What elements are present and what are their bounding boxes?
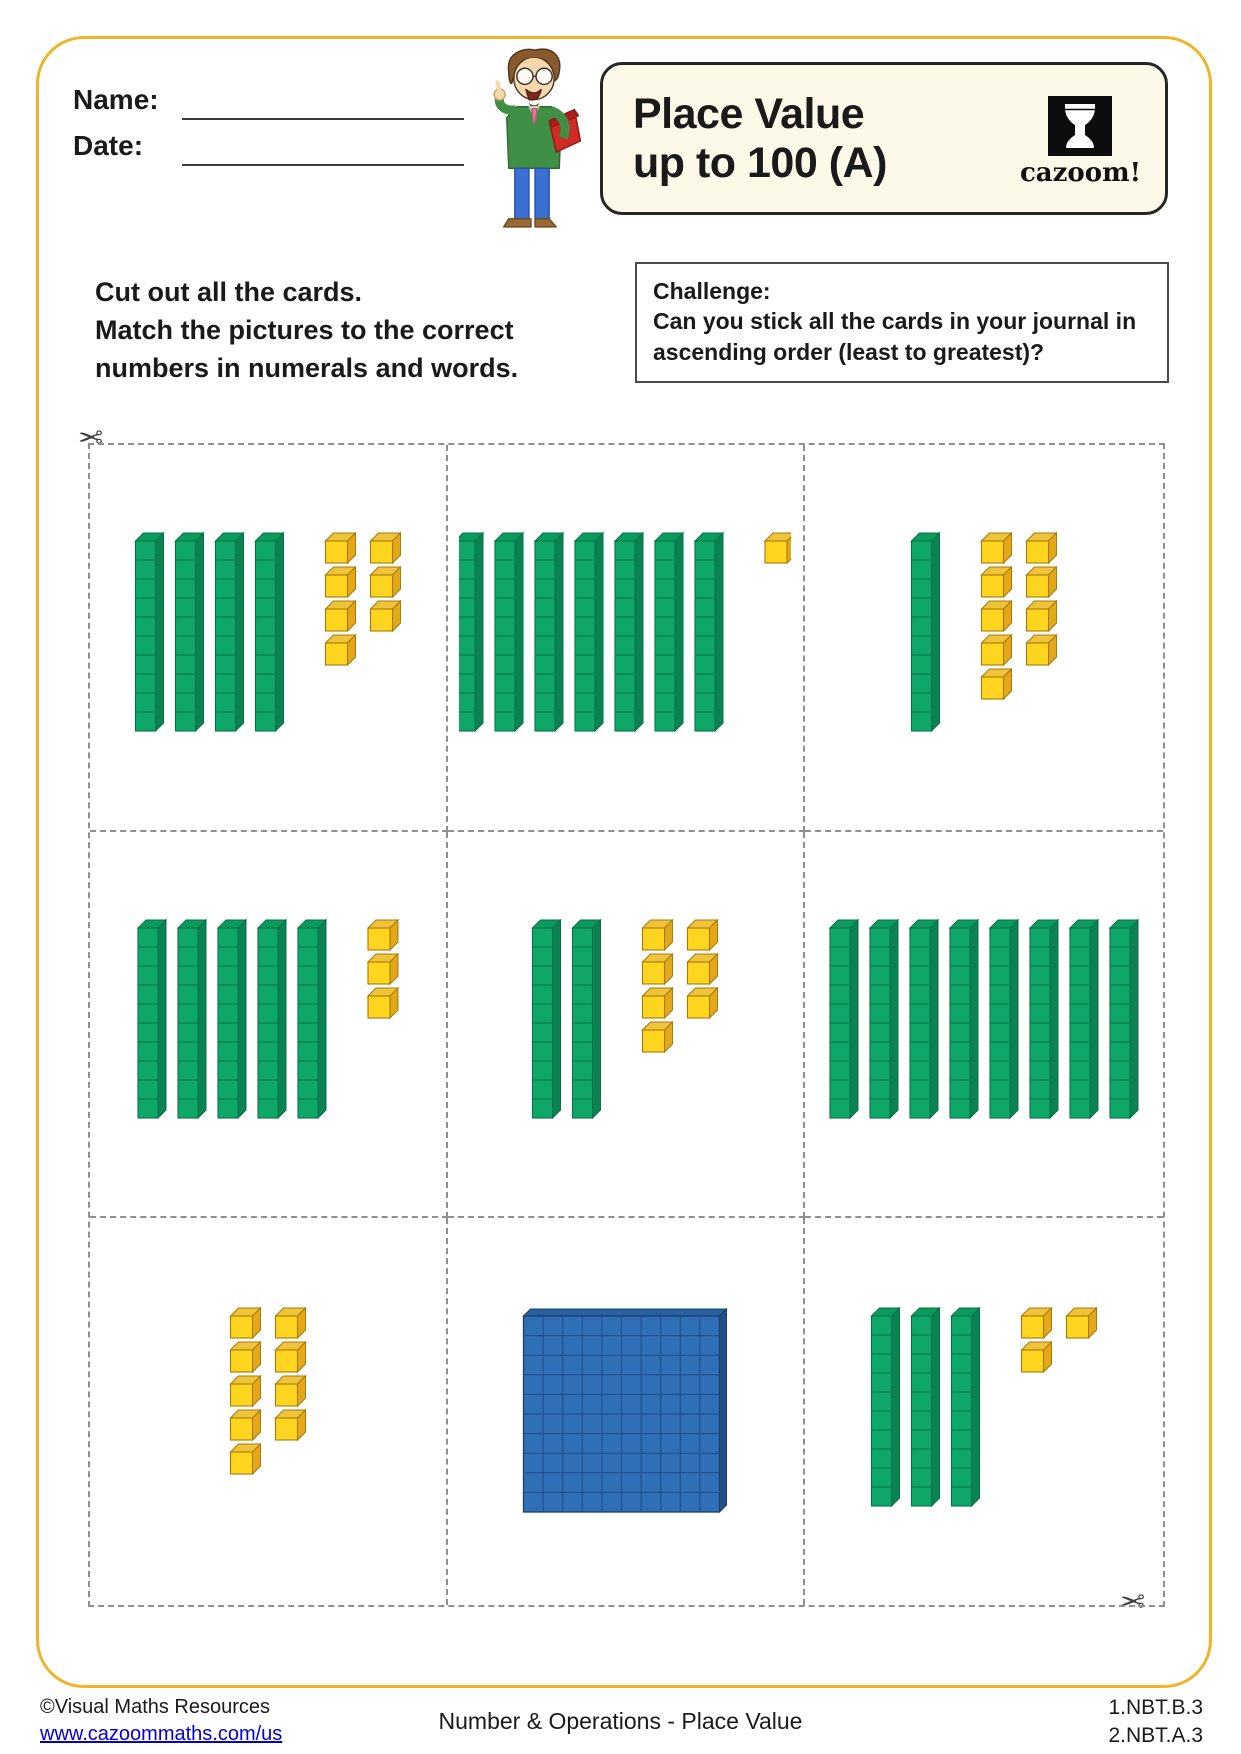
one-cube (325, 567, 355, 597)
one-cube (643, 954, 673, 984)
one-cube (982, 635, 1012, 665)
ten-rod (872, 1308, 900, 1506)
place-value-card-5 (448, 832, 806, 1219)
ten-rod (695, 533, 723, 731)
page-title: Place Value up to 100 (A) (633, 89, 887, 187)
ten-rod (258, 920, 286, 1118)
challenge-box (635, 262, 1169, 383)
one-cube (1027, 601, 1057, 631)
one-cube (1067, 1308, 1097, 1338)
place-value-card-6 (805, 832, 1163, 1219)
drum-icon (1048, 96, 1112, 156)
ten-rod (910, 920, 938, 1118)
hundred-flat (524, 1309, 727, 1512)
one-cube (688, 988, 718, 1018)
ten-rod (178, 920, 206, 1118)
base-ten-blocks (459, 1298, 791, 1526)
ten-rod (1030, 920, 1058, 1118)
ten-rod (298, 920, 326, 1118)
instruction-line-2: Match the pictures to the correct numbers in numerals and words. (95, 314, 519, 383)
ten-rod (655, 533, 683, 731)
one-cube (325, 635, 355, 665)
place-value-card-4 (90, 832, 448, 1219)
one-cube (643, 988, 673, 1018)
challenge-heading: Challenge: (653, 278, 771, 304)
ten-rod (495, 533, 523, 731)
ten-rod (175, 533, 203, 731)
one-cube (275, 1342, 305, 1372)
one-cube (368, 988, 398, 1018)
ten-rod (870, 920, 898, 1118)
one-cube (230, 1308, 260, 1338)
title-box (600, 62, 1168, 215)
ten-rod (912, 1308, 940, 1506)
ten-rod (1070, 920, 1098, 1118)
one-cube (765, 533, 791, 563)
place-value-card-2 (448, 445, 806, 832)
one-cube (1022, 1308, 1052, 1338)
one-cube (982, 669, 1012, 699)
place-value-card-8 (448, 1218, 806, 1605)
one-cube (325, 601, 355, 631)
website-link[interactable]: www.cazoommaths.com/us (40, 1723, 283, 1745)
base-ten-blocks (102, 1298, 434, 1526)
base-ten-blocks (818, 1298, 1150, 1526)
ten-rod (1110, 920, 1138, 1118)
standard-code: 2.NBT.A.3 (1108, 1724, 1203, 1748)
ten-rod (990, 920, 1018, 1118)
one-cube (370, 567, 400, 597)
one-cube (325, 533, 355, 563)
copyright-text: ©Visual Maths Resources (40, 1696, 271, 1718)
one-cube (982, 533, 1012, 563)
ten-rod (535, 533, 563, 731)
standard-code: 1.NBT.B.3 (1108, 1696, 1203, 1719)
footer-standards (1108, 1694, 1203, 1751)
base-ten-blocks (102, 910, 434, 1138)
scissors-icon: ✂ (78, 422, 104, 455)
base-ten-blocks (102, 523, 434, 751)
one-cube (1022, 1342, 1052, 1372)
place-value-card-3 (805, 445, 1163, 832)
one-cube (368, 954, 398, 984)
ten-rod (575, 533, 603, 731)
one-cube (1027, 533, 1057, 563)
ten-rod (138, 920, 166, 1118)
footer-topic: Number & Operations - Place Value (438, 1708, 803, 1734)
ten-rod (830, 920, 858, 1118)
date-label: Date: (73, 130, 144, 161)
ten-rod (533, 920, 561, 1118)
one-cube (1027, 567, 1057, 597)
one-cube (368, 920, 398, 950)
one-cube (982, 601, 1012, 631)
one-cube (230, 1410, 260, 1440)
scissors-icon: ✂ (1120, 1586, 1146, 1619)
instruction-line-1: Cut out all the cards. (95, 277, 363, 307)
one-cube (643, 920, 673, 950)
card-grid (88, 443, 1165, 1607)
one-cube (275, 1410, 305, 1440)
base-ten-blocks (818, 910, 1150, 1138)
date-input-line[interactable] (182, 130, 464, 166)
ten-rod (135, 533, 163, 731)
one-cube (230, 1342, 260, 1372)
base-ten-blocks (818, 523, 1150, 751)
one-cube (275, 1376, 305, 1406)
one-cube (275, 1308, 305, 1338)
teacher-illustration (478, 44, 590, 238)
instructions-text (95, 274, 585, 387)
ten-rod (218, 920, 246, 1118)
place-value-card-1 (90, 445, 448, 832)
one-cube (370, 601, 400, 631)
one-cube (643, 1022, 673, 1052)
cazoom-logo (1020, 96, 1141, 188)
challenge-body: Can you stick all the cards in your journal in ascending order (least to greatest)? (653, 308, 1137, 365)
ten-rod (215, 533, 243, 731)
one-cube (230, 1444, 260, 1474)
ten-rod (573, 920, 601, 1118)
one-cube (688, 920, 718, 950)
one-cube (982, 567, 1012, 597)
ten-rod (255, 533, 283, 731)
ten-rod (952, 1308, 980, 1506)
place-value-card-7 (90, 1218, 448, 1605)
name-input-line[interactable] (182, 84, 464, 120)
logo-wordmark: cazoom! (1019, 157, 1141, 188)
ten-rod (459, 533, 483, 731)
one-cube (370, 533, 400, 563)
name-label: Name: (73, 84, 159, 115)
base-ten-blocks (459, 910, 791, 1138)
place-value-card-9 (805, 1218, 1163, 1605)
one-cube (230, 1376, 260, 1406)
ten-rod (912, 533, 940, 731)
one-cube (1027, 635, 1057, 665)
ten-rod (615, 533, 643, 731)
one-cube (688, 954, 718, 984)
base-ten-blocks (459, 523, 791, 751)
ten-rod (950, 920, 978, 1118)
